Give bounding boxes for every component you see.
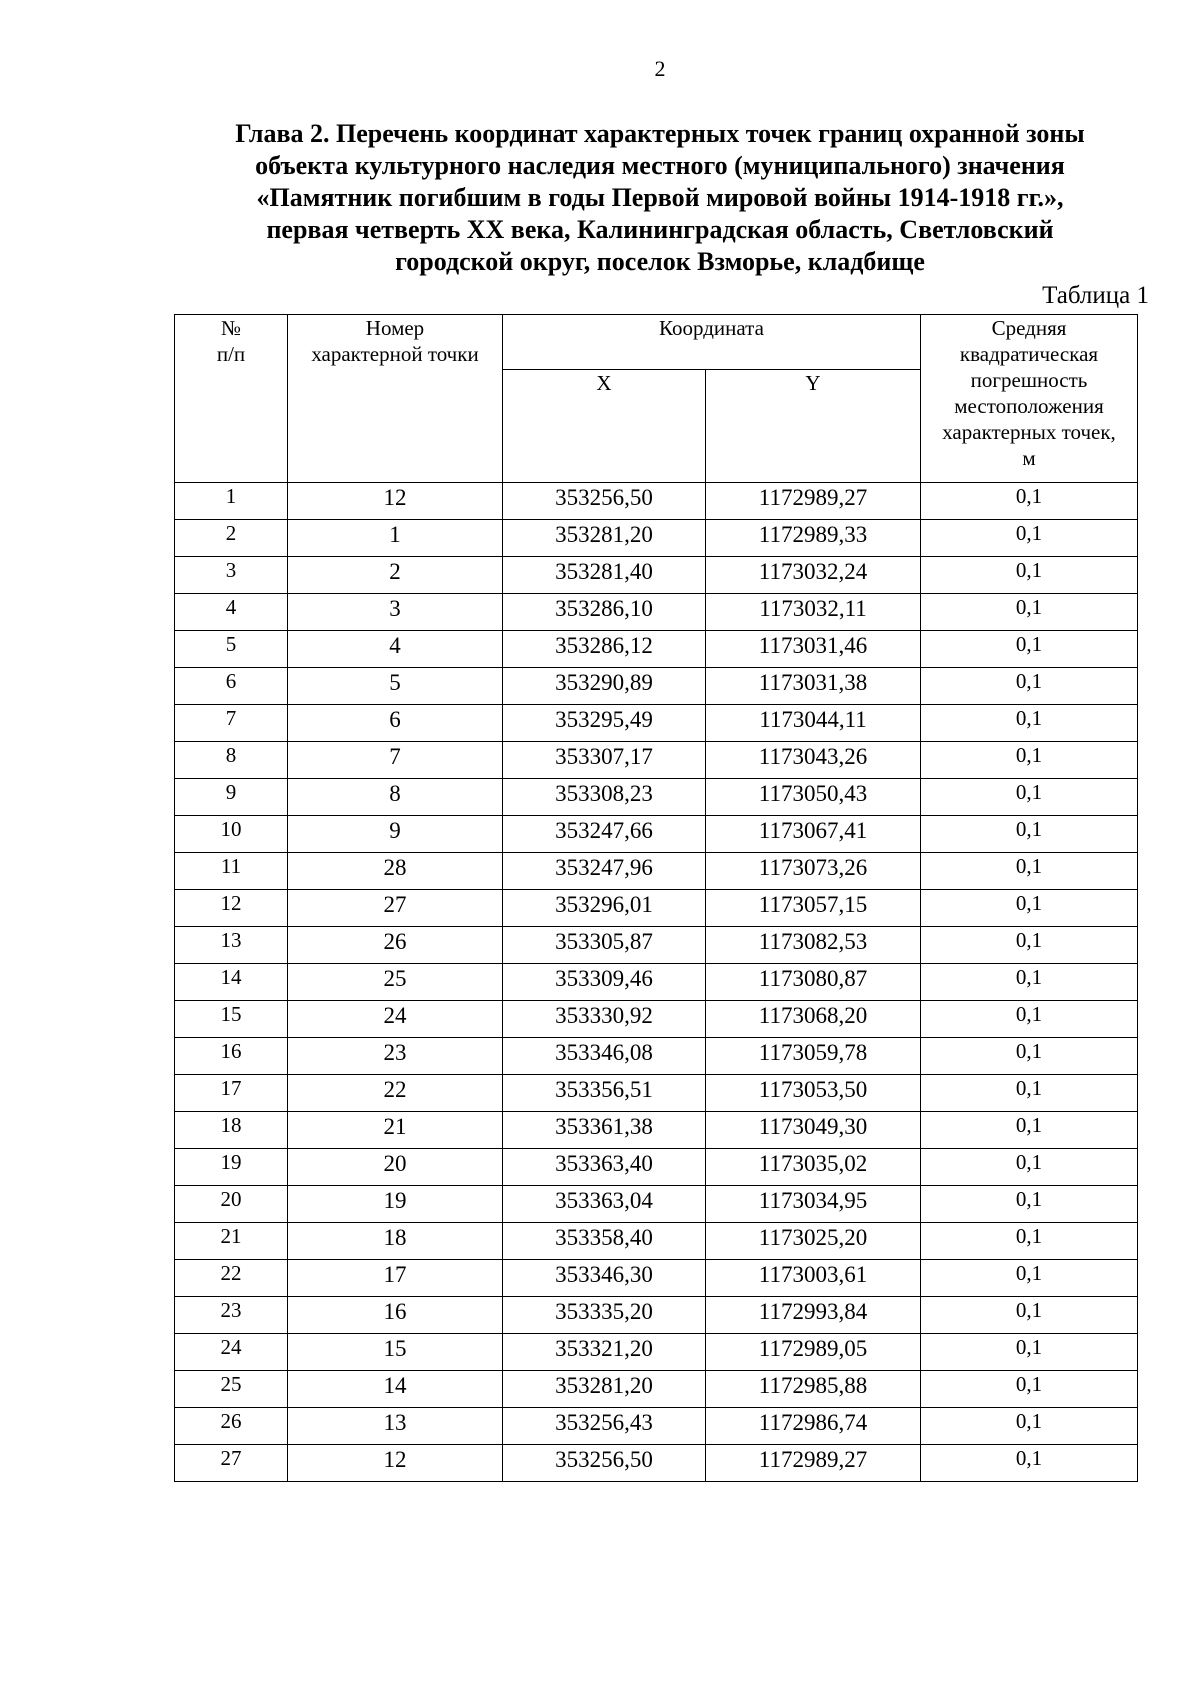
row-number-cell: 27: [175, 1445, 288, 1482]
error-cell: 0,1: [921, 853, 1138, 890]
table-row: [175, 594, 1138, 631]
error-cell: 0,1: [921, 631, 1138, 668]
table-row: [175, 1297, 1138, 1334]
table-row: [175, 890, 1138, 927]
y-coordinate-cell: 1173035,02: [706, 1149, 921, 1186]
point-number-cell: 13: [288, 1408, 503, 1445]
error-cell: 0,1: [921, 705, 1138, 742]
error-cell: 0,1: [921, 520, 1138, 557]
x-coordinate-cell: 353247,66: [503, 816, 706, 853]
row-number-cell: 15: [175, 1001, 288, 1038]
row-number-cell: 20: [175, 1186, 288, 1223]
y-coordinate-cell: 1172989,05: [706, 1334, 921, 1371]
y-coordinate-cell: 1173053,50: [706, 1075, 921, 1112]
row-number-cell: 23: [175, 1297, 288, 1334]
row-number-cell: 16: [175, 1038, 288, 1075]
row-number-cell: 17: [175, 1075, 288, 1112]
row-number-cell: 3: [175, 557, 288, 594]
table-row: [175, 964, 1138, 1001]
x-coordinate-cell: 353363,40: [503, 1149, 706, 1186]
point-number-cell: 19: [288, 1186, 503, 1223]
x-coordinate-cell: 353361,38: [503, 1112, 706, 1149]
row-number-cell: 14: [175, 964, 288, 1001]
y-coordinate-cell: 1173067,41: [706, 816, 921, 853]
y-coordinate-cell: 1173032,11: [706, 594, 921, 631]
table-row: [175, 742, 1138, 779]
y-coordinate-cell: 1173080,87: [706, 964, 921, 1001]
x-coordinate-cell: 353346,30: [503, 1260, 706, 1297]
point-number-cell: 2: [288, 557, 503, 594]
error-cell: 0,1: [921, 668, 1138, 705]
point-number-cell: 26: [288, 927, 503, 964]
x-coordinate-cell: 353335,20: [503, 1297, 706, 1334]
error-cell: 0,1: [921, 742, 1138, 779]
y-coordinate-cell: 1173049,30: [706, 1112, 921, 1149]
table-row: [175, 1075, 1138, 1112]
x-coordinate-cell: 353307,17: [503, 742, 706, 779]
row-number-cell: 8: [175, 742, 288, 779]
header-error-l2: квадратическая: [959, 342, 1099, 366]
point-number-cell: 23: [288, 1038, 503, 1075]
point-number-cell: 15: [288, 1334, 503, 1371]
error-cell: 0,1: [921, 1334, 1138, 1371]
point-number-cell: 24: [288, 1001, 503, 1038]
error-cell: 0,1: [921, 1001, 1138, 1038]
table-row: [175, 1408, 1138, 1445]
x-coordinate-cell: 353286,10: [503, 594, 706, 631]
header-error: [921, 315, 1138, 483]
point-number-cell: 3: [288, 594, 503, 631]
y-coordinate-cell: 1173082,53: [706, 927, 921, 964]
x-coordinate-cell: 353363,04: [503, 1186, 706, 1223]
x-coordinate-cell: 353256,50: [503, 1445, 706, 1482]
point-number-cell: 8: [288, 779, 503, 816]
title-line: городской округ, поселок Взморье, кладбище: [395, 247, 925, 276]
row-number-cell: 13: [175, 927, 288, 964]
x-coordinate-cell: 353256,43: [503, 1408, 706, 1445]
point-number-cell: 9: [288, 816, 503, 853]
header-point-line2: характерной точки: [311, 342, 479, 366]
coordinates-table: [174, 314, 1138, 1482]
y-coordinate-cell: 1172989,27: [706, 483, 921, 520]
x-coordinate-cell: 353356,51: [503, 1075, 706, 1112]
table-row: [175, 1001, 1138, 1038]
y-coordinate-cell: 1172986,74: [706, 1408, 921, 1445]
y-coordinate-cell: 1173073,26: [706, 853, 921, 890]
point-number-cell: 20: [288, 1149, 503, 1186]
table-row: [175, 1223, 1138, 1260]
point-number-cell: 18: [288, 1223, 503, 1260]
x-coordinate-cell: 353321,20: [503, 1334, 706, 1371]
y-coordinate-cell: 1173032,24: [706, 557, 921, 594]
y-coordinate-cell: 1172993,84: [706, 1297, 921, 1334]
error-cell: 0,1: [921, 779, 1138, 816]
x-coordinate-cell: 353305,87: [503, 927, 706, 964]
y-coordinate-cell: 1173031,46: [706, 631, 921, 668]
point-number-cell: 6: [288, 705, 503, 742]
table-row: [175, 1112, 1138, 1149]
row-number-cell: 9: [175, 779, 288, 816]
point-number-cell: 28: [288, 853, 503, 890]
row-number-cell: 12: [175, 890, 288, 927]
row-number-cell: 4: [175, 594, 288, 631]
point-number-cell: 16: [288, 1297, 503, 1334]
row-number-cell: 25: [175, 1371, 288, 1408]
header-point: [288, 315, 503, 483]
header-num-sign: №: [220, 316, 242, 340]
y-coordinate-cell: 1173031,38: [706, 668, 921, 705]
row-number-cell: 21: [175, 1223, 288, 1260]
header-error-l6: м: [1022, 446, 1036, 470]
point-number-cell: 27: [288, 890, 503, 927]
error-cell: 0,1: [921, 1112, 1138, 1149]
y-coordinate-cell: 1173034,95: [706, 1186, 921, 1223]
header-x: X: [503, 370, 706, 483]
point-number-cell: 12: [288, 1445, 503, 1482]
x-coordinate-cell: 353281,20: [503, 1371, 706, 1408]
row-number-cell: 11: [175, 853, 288, 890]
row-number-cell: 10: [175, 816, 288, 853]
x-coordinate-cell: 353330,92: [503, 1001, 706, 1038]
error-cell: 0,1: [921, 1149, 1138, 1186]
y-coordinate-cell: 1173057,15: [706, 890, 921, 927]
error-cell: 0,1: [921, 1408, 1138, 1445]
table-row: [175, 779, 1138, 816]
y-coordinate-cell: 1173043,26: [706, 742, 921, 779]
point-number-cell: 12: [288, 483, 503, 520]
error-cell: 0,1: [921, 1075, 1138, 1112]
header-coord: Координата: [503, 315, 921, 370]
error-cell: 0,1: [921, 890, 1138, 927]
error-cell: 0,1: [921, 964, 1138, 1001]
x-coordinate-cell: 353309,46: [503, 964, 706, 1001]
title-line: первая четверть XX века, Калининградская область, Светловский: [266, 215, 1054, 244]
row-number-cell: 2: [175, 520, 288, 557]
error-cell: 0,1: [921, 594, 1138, 631]
row-number-cell: 24: [175, 1334, 288, 1371]
x-coordinate-cell: 353281,40: [503, 557, 706, 594]
header-error-l1: Средняя: [991, 316, 1067, 340]
x-coordinate-cell: 353286,12: [503, 631, 706, 668]
point-number-cell: 22: [288, 1075, 503, 1112]
table-row: [175, 1260, 1138, 1297]
error-cell: 0,1: [921, 1297, 1138, 1334]
y-coordinate-cell: 1173025,20: [706, 1223, 921, 1260]
point-number-cell: 7: [288, 742, 503, 779]
title-line: Глава 2. Перечень координат характерных точек границ охранной зоны: [235, 119, 1085, 148]
x-coordinate-cell: 353296,01: [503, 890, 706, 927]
table-row: [175, 668, 1138, 705]
y-coordinate-cell: 1173044,11: [706, 705, 921, 742]
header-y: Y: [706, 370, 921, 483]
table-label: Таблица 1: [1042, 282, 1149, 309]
row-number-cell: 7: [175, 705, 288, 742]
document-title: [160, 118, 1160, 278]
table-row: [175, 1038, 1138, 1075]
x-coordinate-cell: 353308,23: [503, 779, 706, 816]
table-row: [175, 816, 1138, 853]
table-row: [175, 631, 1138, 668]
x-coordinate-cell: 353256,50: [503, 483, 706, 520]
table-row: [175, 1149, 1138, 1186]
row-number-cell: 5: [175, 631, 288, 668]
x-coordinate-cell: 353346,08: [503, 1038, 706, 1075]
error-cell: 0,1: [921, 927, 1138, 964]
table-row: [175, 483, 1138, 520]
error-cell: 0,1: [921, 557, 1138, 594]
point-number-cell: 1: [288, 520, 503, 557]
y-coordinate-cell: 1172989,33: [706, 520, 921, 557]
y-coordinate-cell: 1173068,20: [706, 1001, 921, 1038]
point-number-cell: 21: [288, 1112, 503, 1149]
point-number-cell: 17: [288, 1260, 503, 1297]
table-row: [175, 1186, 1138, 1223]
error-cell: 0,1: [921, 1445, 1138, 1482]
row-number-cell: 18: [175, 1112, 288, 1149]
row-number-cell: 19: [175, 1149, 288, 1186]
table-row: [175, 927, 1138, 964]
error-cell: 0,1: [921, 1038, 1138, 1075]
point-number-cell: 5: [288, 668, 503, 705]
point-number-cell: 25: [288, 964, 503, 1001]
row-number-cell: 6: [175, 668, 288, 705]
row-number-cell: 26: [175, 1408, 288, 1445]
table-row: [175, 557, 1138, 594]
x-coordinate-cell: 353247,96: [503, 853, 706, 890]
header-num-pp: п/п: [216, 342, 246, 366]
table-row: [175, 1334, 1138, 1371]
row-number-cell: 22: [175, 1260, 288, 1297]
table-row: [175, 1445, 1138, 1482]
header-error-l5: характерных точек,: [942, 420, 1116, 444]
table-row: [175, 705, 1138, 742]
error-cell: 0,1: [921, 1260, 1138, 1297]
y-coordinate-cell: 1173050,43: [706, 779, 921, 816]
error-cell: 0,1: [921, 483, 1138, 520]
header-error-l4: местоположения: [954, 394, 1104, 418]
header-num: [175, 315, 288, 483]
y-coordinate-cell: 1172989,27: [706, 1445, 921, 1482]
x-coordinate-cell: 353295,49: [503, 705, 706, 742]
y-coordinate-cell: 1173003,61: [706, 1260, 921, 1297]
point-number-cell: 14: [288, 1371, 503, 1408]
header-point-line1: Номер: [365, 316, 425, 340]
x-coordinate-cell: 353281,20: [503, 520, 706, 557]
table-row: [175, 520, 1138, 557]
error-cell: 0,1: [921, 816, 1138, 853]
y-coordinate-cell: 1172985,88: [706, 1371, 921, 1408]
error-cell: 0,1: [921, 1223, 1138, 1260]
error-cell: 0,1: [921, 1186, 1138, 1223]
header-error-l3: погрешность: [970, 368, 1088, 392]
x-coordinate-cell: 353358,40: [503, 1223, 706, 1260]
title-line: «Памятник погибшим в годы Первой мировой войны 1914-1918 гг.»,: [256, 183, 1064, 212]
table-row: [175, 853, 1138, 890]
title-line: объекта культурного наследия местного (муниципального) значения: [255, 151, 1065, 180]
y-coordinate-cell: 1173059,78: [706, 1038, 921, 1075]
x-coordinate-cell: 353290,89: [503, 668, 706, 705]
row-number-cell: 1: [175, 483, 288, 520]
point-number-cell: 4: [288, 631, 503, 668]
error-cell: 0,1: [921, 1371, 1138, 1408]
page-number: 2: [654, 56, 666, 81]
table-row: [175, 1371, 1138, 1408]
